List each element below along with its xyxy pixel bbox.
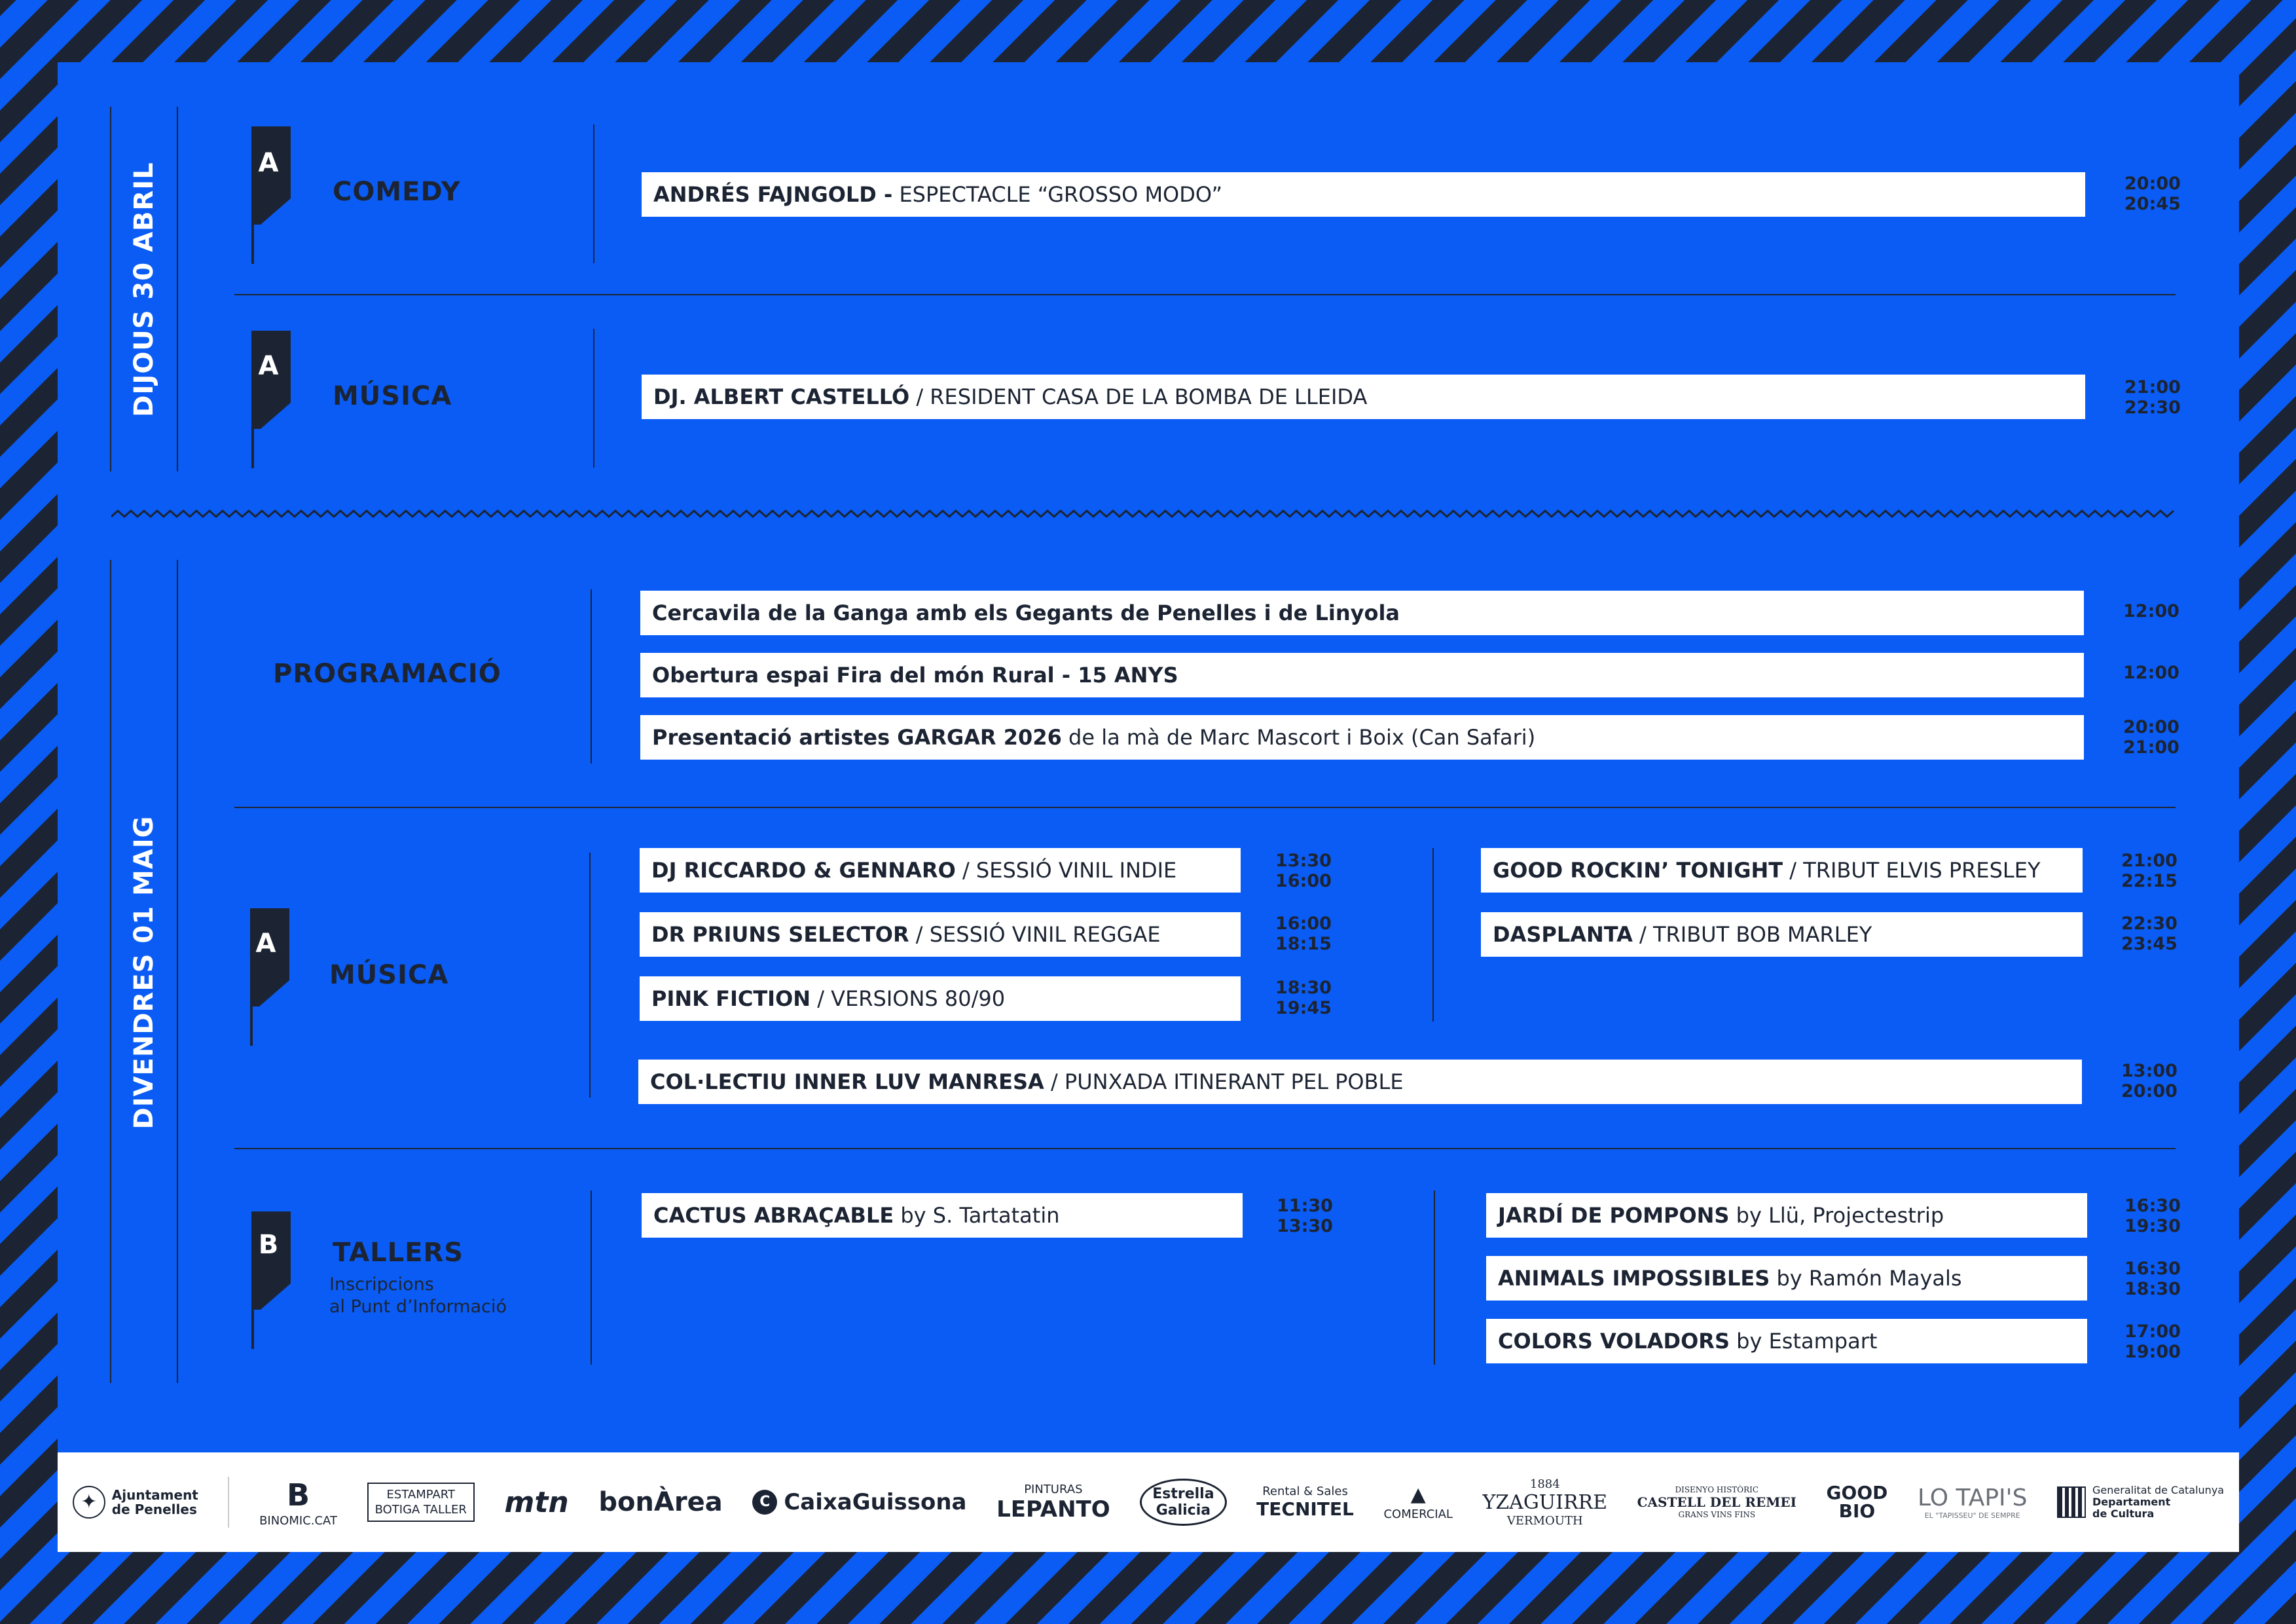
event-detail: / RESIDENT CASA DE LA BOMBA DE LLEIDA <box>909 384 1368 409</box>
binomic-logo-icon: B <box>286 1477 310 1513</box>
sponsor-castell-del-remei: DISENYO HISTÒRIC CASTELL DEL REMEI GRANS VINS FINS <box>1637 1485 1796 1519</box>
event-detail: / PUNXADA ITINERANT PEL POBLE <box>1044 1069 1404 1094</box>
event-detail: ESPECTACLE “GROSSO MODO” <box>892 182 1223 207</box>
event-detail: by Estampart <box>1729 1329 1878 1354</box>
event-name: DJ. ALBERT CASTELLÓ <box>653 384 910 409</box>
event-detail: de la mà de Marc Mascort i Boix (Can Safari) <box>1061 725 1536 750</box>
event-time: 17:00 19:00 <box>2124 1321 2181 1362</box>
coat-of-arms-icon: ✦ <box>73 1486 105 1519</box>
sponsors-bar <box>58 1452 2239 1552</box>
event-name: GOOD ROCKIN’ TONIGHT <box>1493 858 1783 883</box>
event-time: 13:30 16:00 <box>1275 851 1332 891</box>
event-bar <box>640 976 1241 1021</box>
event-time: 20:00 21:00 <box>2123 717 2179 758</box>
flag-icon-comedy <box>249 126 291 264</box>
musica2-rule <box>589 853 591 1098</box>
event-detail: / TRIBUT ELVIS PRESLEY <box>1783 858 2041 883</box>
event-time: 16:00 18:15 <box>1275 913 1332 954</box>
tallers-subtitle-2: al Punt d’Informació <box>329 1297 507 1317</box>
day1-right-rule <box>177 107 178 471</box>
sponsor-yzaguirre: 1884 YZAGUIRRE VERMOUTH <box>1482 1477 1608 1528</box>
comedy-rule <box>593 124 594 263</box>
event-bar <box>1486 1193 2087 1238</box>
event-time: 21:00 22:15 <box>2121 851 2178 891</box>
flag-letter-comedy: A <box>258 148 279 178</box>
sponsor-bonarea: bonÀrea <box>598 1487 723 1517</box>
sponsor-estampart: ESTAMPART BOTIGA TALLER <box>367 1483 475 1522</box>
flag-letter-musica1: A <box>258 351 279 381</box>
day2-right-rule <box>177 560 178 1383</box>
tallers-subtitle-1: Inscripcions <box>329 1274 434 1295</box>
event-bar <box>642 172 2085 217</box>
day-label-thursday: DIJOUS 30 ABRIL <box>129 162 159 417</box>
event-bar <box>1486 1256 2087 1301</box>
flag-letter-tallers: B <box>258 1230 279 1260</box>
category-comedy: COMEDY <box>333 177 461 207</box>
sponsor-lepanto: PINTURAS LEPANTO <box>996 1482 1110 1522</box>
event-bar <box>638 1060 2082 1104</box>
event-name: COLORS VOLADORS <box>1498 1329 1730 1354</box>
event-name: ANDRÉS FAJNGOLD - <box>653 182 893 207</box>
tallers-rule <box>591 1190 592 1365</box>
sponsor-mtn: mtn <box>504 1485 569 1519</box>
tallers-column-rule <box>1434 1190 1435 1365</box>
sponsor-estrella-galicia: Estrella Galicia <box>1140 1479 1226 1526</box>
event-bar <box>642 1193 1243 1238</box>
generalitat-logo-icon <box>2057 1486 2086 1518</box>
category-programacio: PROGRAMACIÓ <box>273 659 501 689</box>
musica2-column-rule <box>1432 848 1434 1022</box>
day1-left-rule <box>110 107 111 471</box>
event-bar <box>640 912 1241 957</box>
event-time: 22:30 23:45 <box>2121 913 2178 954</box>
musica1-rule <box>593 329 594 468</box>
event-name: PINK FICTION <box>651 986 811 1011</box>
event-name: DR PRIUNS SELECTOR <box>651 922 909 947</box>
event-time: 16:30 19:30 <box>2124 1196 2181 1236</box>
event-detail: / SESSIÓ VINIL REGGAE <box>909 922 1161 947</box>
day-label-friday: DIVENDRES 01 MAIG <box>129 815 159 1130</box>
event-name: Obertura espai Fira del món Rural - 15 ANYS <box>652 663 1178 688</box>
event-time: 12:00 <box>2123 663 2179 683</box>
event-name: Cercavila de la Ganga amb els Gegants de Penelles i de Linyola <box>652 600 1400 625</box>
zigzag-divider <box>111 509 2177 519</box>
event-bar <box>1481 848 2083 893</box>
programacio-rule <box>591 589 592 764</box>
sponsor-separator <box>228 1477 229 1528</box>
event-name: ANIMALS IMPOSSIBLES <box>1498 1266 1770 1291</box>
event-time: 11:30 13:30 <box>1277 1196 1333 1236</box>
event-bar <box>642 375 2085 419</box>
event-bar <box>1481 912 2083 957</box>
category-tallers: TALLERS <box>333 1238 464 1268</box>
category-musica2: MÚSICA <box>329 960 449 990</box>
divider-comedy-musica <box>234 294 2176 295</box>
sponsor-comercial: ▲ COMERCIAL <box>1383 1483 1453 1521</box>
sponsor-caixaguissona: C CaixaGuissona <box>752 1489 966 1515</box>
event-time: 16:30 18:30 <box>2124 1259 2181 1299</box>
sponsor-generalitat: Generalitat de Catalunya Departament de Cultura <box>2057 1485 2224 1520</box>
event-detail: by S. Tartatatin <box>894 1203 1060 1228</box>
event-detail: / VERSIONS 80/90 <box>811 986 1006 1011</box>
event-time: 20:00 20:45 <box>2124 174 2181 214</box>
event-detail: by Ramón Mayals <box>1770 1266 1962 1291</box>
event-name: Presentació artistes GARGAR 2026 <box>652 725 1062 750</box>
event-time: 13:00 20:00 <box>2121 1061 2178 1101</box>
flag-letter-musica2: A <box>255 929 276 959</box>
divider-programacio-musica <box>234 807 2176 808</box>
event-bar <box>640 848 1241 893</box>
sponsor-lotapis: LO TAPI'S EL "TAPISSEU" DE SEMPRE <box>1917 1485 2028 1520</box>
sponsor-ajuntament: ✦ Ajuntament de Penelles <box>73 1486 198 1519</box>
divider-musica-tallers <box>234 1148 2176 1149</box>
sponsor-goodbio: GOOD BIO <box>1826 1482 1888 1522</box>
event-name: JARDÍ DE POMPONS <box>1498 1203 1730 1228</box>
event-name: DJ RICCARDO & GENNARO <box>651 858 956 883</box>
event-time: 21:00 22:30 <box>2124 377 2181 418</box>
event-bar <box>640 715 2084 760</box>
event-name: COL·LECTIU INNER LUV MANRESA <box>650 1069 1044 1094</box>
event-bar <box>640 591 2084 635</box>
day2-left-rule <box>110 560 111 1383</box>
event-name: CACTUS ABRAÇABLE <box>653 1203 894 1228</box>
event-time: 18:30 19:45 <box>1275 978 1332 1018</box>
caixaguissona-logo-icon: C <box>752 1490 777 1515</box>
sponsor-tecnitel: Rental & Sales TECNITEL <box>1256 1485 1354 1520</box>
event-bar <box>1486 1319 2087 1363</box>
event-detail: by Llü, Projectestrip <box>1729 1203 1944 1228</box>
event-detail: / TRIBUT BOB MARLEY <box>1632 922 1872 947</box>
event-time: 12:00 <box>2123 601 2179 621</box>
event-detail: / SESSIÓ VINIL INDIE <box>955 858 1177 883</box>
sponsor-binomic: B BINOMIC.CAT <box>259 1477 337 1528</box>
event-bar <box>640 653 2084 697</box>
event-name: DASPLANTA <box>1493 922 1633 947</box>
category-musica1: MÚSICA <box>333 381 452 411</box>
comercial-logo-icon: ▲ <box>1410 1483 1426 1506</box>
